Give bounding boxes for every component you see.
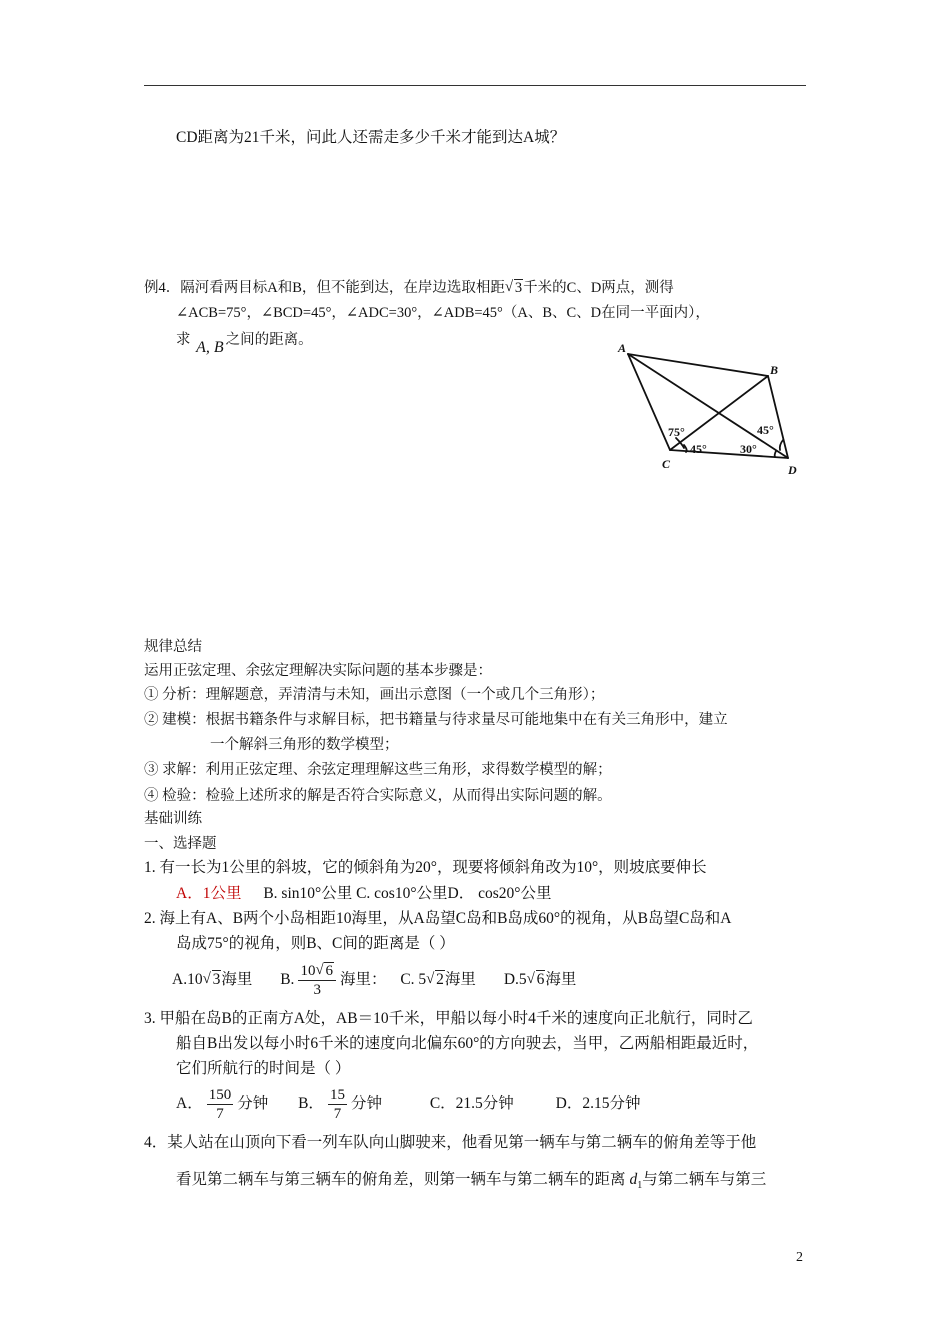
q2-option-d: [504, 971, 577, 988]
q2-b-radicand: 6: [325, 963, 333, 979]
sqrt-radicand: 3: [514, 280, 523, 296]
page-number: 2: [796, 1250, 803, 1265]
q2-b-sqrt: [315, 962, 334, 980]
q3-stem1: 3. 甲船在岛B的正南方A处，AB＝10千米，甲船以每小时4千米的速度向正北航行，同时乙: [144, 1010, 753, 1027]
summary-step1: ① 分析：理解题意，弄清清与未知，画出示意图（一个或几个三角形）；: [144, 687, 605, 703]
segment-cd: [670, 450, 788, 458]
summary-step3: ③ 求解：利用正弦定理、余弦定理理解这些三角形，求得数学模型的解；: [144, 762, 612, 778]
example4-distance: 之间的距离。: [225, 332, 313, 348]
continued-question-line: CD距离为21千米，问此人还需走多少千米才能到达A城？: [176, 129, 566, 146]
q2-b-numerator: [298, 962, 336, 981]
q2-option-a: [172, 971, 252, 988]
q2-b-fraction: [298, 962, 336, 999]
q4-stem1: 4．某人站在山顶向下看一列车队向山脚驶来，他看见第一辆车与第二辆车的俯角差等于他: [144, 1134, 757, 1151]
q3-stem3: 它们所航行的时间是（ ）: [176, 1060, 351, 1077]
quadrilateral-figure: [612, 340, 808, 480]
vertex-label-d: D: [788, 463, 797, 477]
q2-b-denominator: 3: [313, 982, 321, 998]
example4-text-a: 例4．隔河看两目标A和B，但不能到达，在岸边选取相距: [144, 280, 505, 296]
q2-option-c: [400, 971, 476, 988]
q2-stem1: 2. 海上有A、B两个小岛相距10海里，从A岛望C岛和B岛成60°的视角，从B岛望C岛和A: [144, 910, 732, 927]
q2-d-sqrt: [527, 962, 546, 998]
vertex-label-c: C: [662, 457, 671, 471]
section-title: 一、选择题: [144, 836, 217, 852]
angle-label-adb: 45°: [757, 423, 774, 437]
angle-label-bcd: 45°: [690, 442, 707, 456]
q3-a-label: A．: [176, 1095, 203, 1113]
q2-d-unit: 海里: [545, 971, 577, 989]
example4-text-b: 千米的C、D两点，测得: [523, 280, 674, 296]
summary-step2: ② 建模：根据书籍条件与求解目标，把书籍量与待求量尽可能地集中在有关三角形中，建立: [144, 712, 728, 728]
q2-d-coef: D.5: [503, 971, 527, 989]
q2-a-radicand: 3: [212, 971, 221, 989]
q4-variable: d: [629, 1171, 638, 1188]
q3-b-label: B．: [298, 1095, 324, 1113]
angle-arc-adc: [775, 451, 776, 457]
example4-line3: [176, 330, 313, 356]
q3-options: [176, 1086, 641, 1123]
segment-bd: [768, 376, 788, 458]
q2-b-num-coef: 10: [300, 963, 316, 979]
angle-label-adc: 30°: [740, 442, 757, 456]
summary-intro: 运用正弦定理、余弦定理解决实际问题的基本步骤是：: [144, 663, 492, 679]
q3-a-fraction: [207, 1086, 234, 1123]
q3-b-unit: 分钟: [350, 1095, 382, 1113]
segment-ad: [628, 354, 788, 458]
q4-stem2-text-a: 看见第二辆车与第三辆车的俯角差，则第一辆车与第二辆车的距离: [176, 1171, 626, 1188]
q3-option-b: [298, 1087, 382, 1122]
q3-option-a: [176, 1087, 269, 1122]
q4-stem2-text-b: 与第二辆车与第三: [642, 1171, 767, 1188]
example4-ask: 求: [176, 332, 191, 348]
q1-option-rest: B. sin10°公里 C. cos10°公里D． cos20°公里: [263, 885, 552, 902]
q3-a-unit: 分钟: [237, 1095, 269, 1113]
summary-step2-cont: 一个解斜三角形的数学模型；: [210, 737, 399, 753]
training-title: 基础训练: [144, 811, 202, 827]
q2-c-sqrt: [426, 962, 445, 998]
q3-a-denominator: 7: [216, 1106, 224, 1122]
q2-c-unit: 海里: [444, 971, 476, 989]
q2-option-b: [280, 963, 387, 998]
q2-options: [172, 962, 576, 999]
angle-arc-adb: [780, 440, 783, 450]
q1-option-a: A．1公里: [176, 885, 242, 902]
q3-stem2: 船自B出发以每小时6千米的速度向北偏东60°的方向驶去，当甲，乙两船相距最近时，: [176, 1035, 759, 1052]
q2-a-sqrt: [203, 962, 222, 998]
q2-c-coef: C. 5: [400, 971, 427, 989]
q2-d-radicand: 6: [536, 971, 545, 989]
vertex-label-b: B: [770, 363, 779, 377]
example4-line2: ∠ACB=75°，∠BCD=45°，∠ADC=30°，∠ADB=45°（A、B、C、D在同一平面内），: [176, 305, 710, 321]
q3-option-c: C．21.5分钟: [429, 1095, 514, 1113]
q3-option-d: D．2.15分钟: [555, 1095, 641, 1113]
q3-a-numerator: 150: [208, 1087, 232, 1103]
sqrt-expression: [505, 278, 523, 298]
q1-options: [176, 884, 551, 904]
header-rule: [144, 85, 806, 86]
q1-stem: 1. 有一长为1公里的斜坡，它的倾斜角为20°，现要将倾斜角改为10°，则坡底要伸长: [144, 859, 707, 876]
q4-stem2: [176, 1170, 766, 1196]
q4-subscript: 1: [637, 1180, 643, 1192]
q2-b-label: B.: [280, 971, 295, 989]
summary-title: 规律总结: [144, 639, 202, 655]
q2-c-radicand: 2: [436, 971, 444, 989]
vertex-label-a: A: [618, 341, 627, 355]
q3-b-numerator: 15: [329, 1087, 345, 1103]
q2-b-unit: 海里：: [339, 971, 387, 989]
q2-stem2: 岛成75°的视角，则B、C间的距离是（ ）: [176, 935, 455, 952]
example4-variables: A, B: [196, 339, 224, 356]
q2-a-unit: 海里: [221, 971, 253, 989]
angle-label-acb: 75°: [668, 425, 685, 439]
q3-b-denominator: 7: [333, 1106, 342, 1122]
q2-a-coef: A.10: [172, 971, 203, 989]
summary-step4: ④ 检验：检验上述所求的解是否符合实际意义，从而得出实际问题的解。: [144, 788, 612, 804]
example4-line1: [144, 278, 674, 298]
segment-ab: [628, 354, 768, 376]
q3-b-fraction: [328, 1086, 347, 1123]
